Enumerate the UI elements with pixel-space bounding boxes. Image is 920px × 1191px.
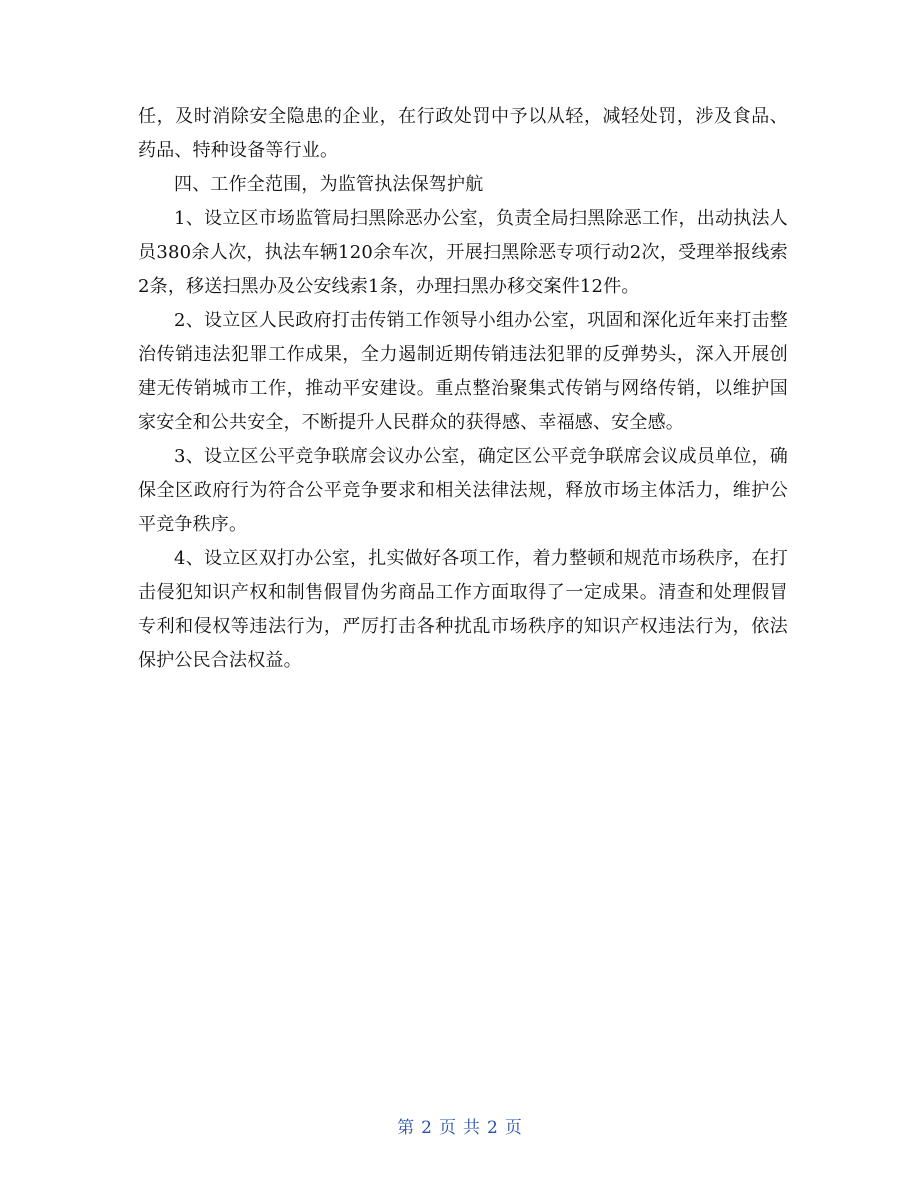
- footer-current-page: 2: [421, 1118, 433, 1138]
- footer-label-unit-end: 页: [504, 1118, 523, 1138]
- footer-label-total: 共: [463, 1118, 481, 1138]
- paragraph: 4、设立区双打办公室，扎实做好各项工作，着力整顿和规范市场秩序，在打击侵犯知识产权和制售假冒伪劣商品工作方面取得了一定成果。清查和处理假冒专利和侵权等违法行为，严厉打击各种扰乱市场秩序的知识产权违法行为，依法保护公民合法权益。: [138, 548, 788, 671]
- footer-total-pages: 2: [487, 1118, 499, 1138]
- page-footer: [0, 1113, 920, 1138]
- paragraph: 3、设立区公平竞争联席会议办公室，确定区公平竞争联席会议成员单位，确保全区政府行为符合公平竞争要求和相关法律法规，释放市场主体活力，维护公平竞争秩序。: [138, 446, 788, 535]
- document-body: [138, 100, 788, 678]
- section-heading: 四、工作全范围，为监管执法保驾护航: [174, 174, 484, 195]
- paragraph: 2、设立区人民政府打击传销工作领导小组办公室，巩固和深化近年来打击整治传销违法犯罪工作成果，全力遏制近期传销违法犯罪的反弹势头，深入开展创建无传销城市工作，推动平安建设。重点整治聚集式传销与网络传销，以维护国家安全和公共安全，不断提升人民群众的获得感、幸福感、安全感。: [138, 310, 788, 433]
- paragraph: 1、设立区市场监管局扫黑除恶办公室，负责全局扫黑除恶工作，出动执法人员380余人次，执法车辆120余车次，开展扫黑除恶专项行动2次，受理举报线索2条，移送扫黑办及公安线索1条，办理扫黑办移交案件12件。: [138, 208, 788, 297]
- footer-label-page: 第: [397, 1118, 416, 1138]
- footer-label-unit: 页: [439, 1118, 457, 1138]
- paragraph: 任，及时消除安全隐患的企业，在行政处罚中予以从轻，减轻处罚，涉及食品、药品、特种设备等行业。: [138, 106, 788, 161]
